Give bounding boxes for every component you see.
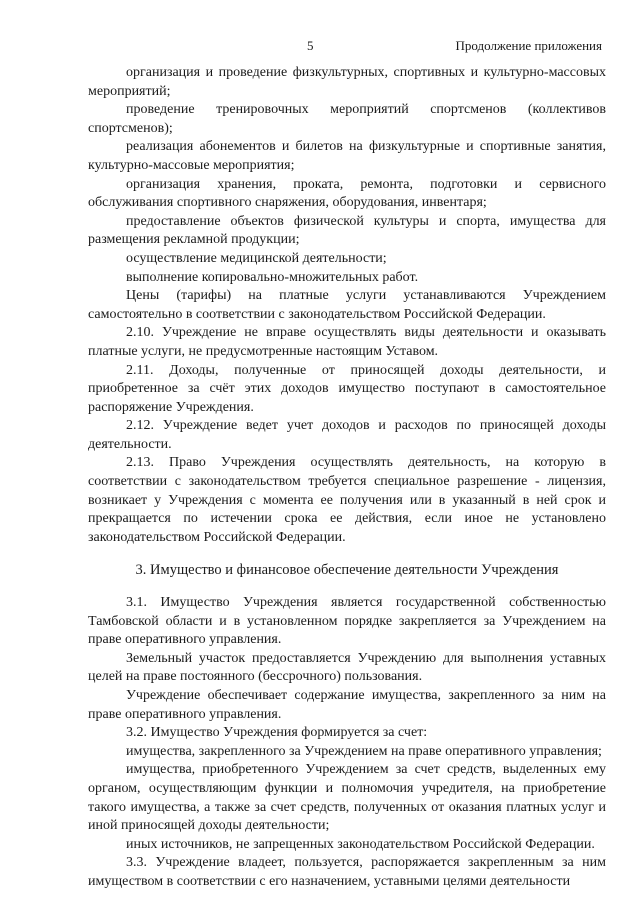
document-body (88, 64, 606, 892)
header-note: Продолжение приложения (455, 38, 602, 53)
section-title: 3. Имущество и финансовое обеспечение деятельности Учреждения (135, 562, 559, 579)
paragraph: 3.2. Имущество Учреждения формируется за счет: (126, 725, 428, 741)
paragraph: 2.12. Учреждение ведет учет доходов и расходов по приносящей доходы деятельности. (88, 418, 606, 452)
paragraph: реализация абонементов и билетов на физкультурные и спортивные занятия, культурно-массовые мероприятия; (88, 139, 606, 173)
paragraph: 3.1. Имущество Учреждения является государственной собственностью Тамбовской области и в установленном порядке закрепляется за Учреждением на праве оперативного управления. (88, 595, 606, 648)
paragraph: проведение тренировочных мероприятий спортсменов (коллективов спортсменов); (88, 102, 606, 136)
paragraph: 2.13. Право Учреждения осуществлять деятельность, на которую в соответствии с законодательством требуется специальное разрешение - лицензия, возникает у Учреждения с момента ее получения или в указанный в ней срок и прекращается по истечении срока ее действия, если иное не установлено законодательством Российской Федерации. (88, 455, 606, 545)
paragraph: предоставление объектов физической культуры и спорта, имущества для размещения рекламной продукции; (88, 213, 606, 248)
page-number: 5 (307, 38, 314, 53)
paragraph: иных источников, не запрещенных законодательством Российской Федерации. (126, 836, 595, 852)
paragraph: 3.3. Учреждение владеет, пользуется, распоряжается закрепленным за ним имуществом в соответствии с его назначением, уставными целями деятельности (88, 855, 606, 889)
paragraph: организация хранения, проката, ремонта, подготовки и сервисного обслуживания спортивного снаряжения, оборудования, инвентаря; (88, 176, 606, 211)
paragraph: организация и проведение физкультурных, спортивных и культурно-массовых мероприятий; (88, 65, 606, 99)
paragraph: имущества, закрепленного за Учреждением на праве оперативного управления; (126, 743, 602, 759)
paragraph: имущества, приобретенного Учреждением за счет средств, выделенных ему органом, осуществляющим функции и полномочия учредителя, на приобретение такого имущества, а также за счет средств, полученных от оказания платных услуг и иной приносящей доходы деятельности; (88, 762, 606, 834)
paragraph: выполнение копировально-множительных работ. (126, 269, 419, 285)
paragraph: осуществление медицинской деятельности; (126, 250, 387, 266)
paragraph: Цены (тарифы) на платные услуги устанавливаются Учреждением самостоятельно в соответствии с законодательством Российской Федерации. (88, 288, 606, 322)
paragraph: 2.11. Доходы, полученные от приносящей доходы деятельности, и приобретенное за счёт этих доходов имущество поступают в самостоятельное распоряжение Учреждения. (88, 362, 606, 415)
paragraph: Земельный участок предоставляется Учреждению для выполнения уставных целей на праве постоянного (бессрочного) пользования. (88, 650, 606, 685)
paragraph: 2.10. Учреждение не вправе осуществлять виды деятельности и оказывать платные услуги, не предусмотренные настоящим Уставом. (88, 325, 606, 359)
paragraph: Учреждение обеспечивает содержание имущества, закрепленного за ним на праве оперативного управления. (88, 688, 606, 722)
